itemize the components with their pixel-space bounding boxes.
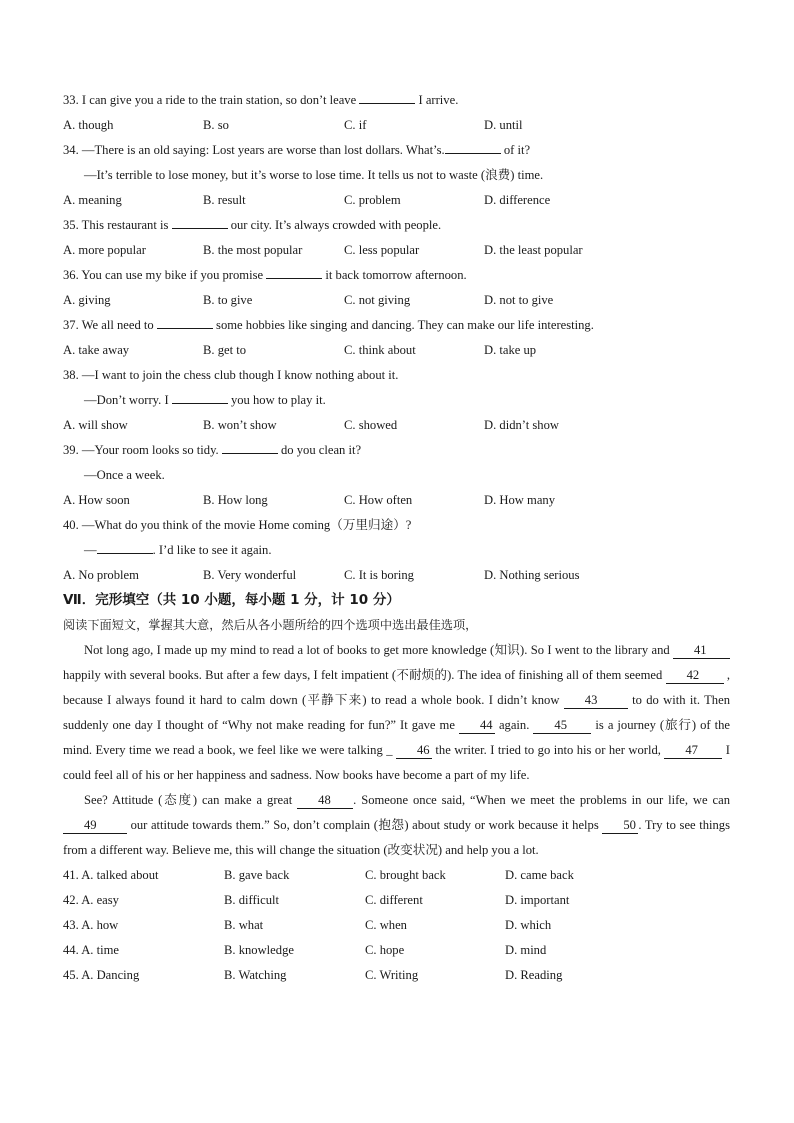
option-c[interactable]: C. showed bbox=[344, 418, 398, 432]
option-c[interactable]: C. How often bbox=[344, 493, 413, 507]
option-b[interactable]: B. difficult bbox=[224, 893, 280, 907]
option-b[interactable]: B. so bbox=[203, 118, 229, 132]
option-c[interactable]: C. problem bbox=[344, 193, 401, 207]
cloze-options-41 bbox=[63, 863, 730, 888]
answer-blank bbox=[359, 89, 415, 104]
cloze-blank-50: 50 bbox=[602, 818, 638, 834]
question-33-stem: 33. I can give you a ride to the train station, so don’t leave I arrive. bbox=[63, 88, 730, 113]
option-d[interactable]: D. which bbox=[505, 918, 552, 932]
question-39-options bbox=[63, 488, 730, 513]
option-d[interactable]: D. the least popular bbox=[484, 243, 583, 257]
cloze-blank-46: 46 bbox=[396, 743, 432, 759]
question-34-options bbox=[63, 188, 730, 213]
option-c[interactable]: C. when bbox=[365, 918, 407, 932]
question-37-options bbox=[63, 338, 730, 363]
question-38-reply: —Don’t worry. I you how to play it. bbox=[63, 388, 730, 413]
option-d[interactable]: D. mind bbox=[505, 943, 547, 957]
question-39-reply: —Once a week. bbox=[84, 468, 165, 482]
answer-blank bbox=[266, 264, 322, 279]
cloze-options-44 bbox=[63, 938, 730, 963]
option-b[interactable]: B. get to bbox=[203, 343, 247, 357]
option-c[interactable]: C. brought back bbox=[365, 868, 446, 882]
cloze-options-45 bbox=[63, 963, 730, 988]
question-36-options bbox=[63, 288, 730, 313]
answer-blank bbox=[222, 439, 278, 454]
cloze-blank-47: 47 bbox=[664, 743, 722, 759]
answer-blank bbox=[172, 389, 228, 404]
section-heading: Ⅶ．完形填空（共 10 小题，每小题 1 分，计 10 分） bbox=[63, 592, 400, 608]
question-38-stem: 38. —I want to join the chess club though I know nothing about it. bbox=[63, 368, 399, 382]
option-a[interactable]: 41. A. talked about bbox=[63, 868, 159, 882]
option-a[interactable]: 42. A. easy bbox=[63, 893, 119, 907]
answer-blank bbox=[445, 139, 501, 154]
option-d[interactable]: D. didn’t show bbox=[484, 418, 559, 432]
option-c[interactable]: C. different bbox=[365, 893, 423, 907]
option-c[interactable]: C. think about bbox=[344, 343, 416, 357]
cloze-options-43 bbox=[63, 913, 730, 938]
option-d[interactable]: D. Reading bbox=[505, 968, 563, 982]
option-b[interactable]: B. knowledge bbox=[224, 943, 294, 957]
option-d[interactable]: D. until bbox=[484, 118, 523, 132]
question-39-stem: 39. —Your room looks so tidy. do you clean it? bbox=[63, 438, 730, 463]
option-d[interactable]: D. Nothing serious bbox=[484, 568, 580, 582]
option-a[interactable]: A. take away bbox=[63, 343, 130, 357]
option-c[interactable]: C. not giving bbox=[344, 293, 411, 307]
option-c[interactable]: C. It is boring bbox=[344, 568, 414, 582]
question-37-stem: 37. We all need to some hobbies like singing and dancing. They can make our life interesting. bbox=[63, 313, 730, 338]
question-36-stem: 36. You can use my bike if you promise it back tomorrow afternoon. bbox=[63, 263, 730, 288]
option-a[interactable]: 45. A. Dancing bbox=[63, 968, 140, 982]
option-b[interactable]: B. gave back bbox=[224, 868, 290, 882]
option-d[interactable]: D. not to give bbox=[484, 293, 554, 307]
cloze-blank-41: 41 bbox=[673, 643, 730, 659]
option-b[interactable]: B. the most popular bbox=[203, 243, 303, 257]
answer-blank bbox=[157, 314, 213, 329]
option-a[interactable]: A. more popular bbox=[63, 243, 146, 257]
cloze-blank-42: 42 bbox=[666, 668, 724, 684]
option-a[interactable]: A. though bbox=[63, 118, 114, 132]
question-40-options bbox=[63, 563, 730, 588]
option-c[interactable]: C. less popular bbox=[344, 243, 420, 257]
option-a[interactable]: A. will show bbox=[63, 418, 128, 432]
option-c[interactable]: C. hope bbox=[365, 943, 405, 957]
exam-page bbox=[63, 88, 730, 988]
passage-paragraph-2: See? Attitude (态度) can make a great 48 . Someone once said, “When we meet the problems in our life, we can 49 our attitude towards them.” So, don’t complain (抱怨) about study or work because it helps 50 . Try to see things from a different way. Believe me, this will change the situation (改变状况) and help you a lot. bbox=[63, 793, 731, 857]
option-b[interactable]: B. Very wonderful bbox=[203, 568, 297, 582]
option-b[interactable]: B. Watching bbox=[224, 968, 287, 982]
option-d[interactable]: D. difference bbox=[484, 193, 551, 207]
question-35-options bbox=[63, 238, 730, 263]
option-c[interactable]: C. if bbox=[344, 118, 367, 132]
cloze-options-42 bbox=[63, 888, 730, 913]
question-40-reply: — . I’d like to see it again. bbox=[63, 538, 730, 563]
cloze-blank-44: 44 bbox=[459, 718, 495, 734]
option-a[interactable]: A. meaning bbox=[63, 193, 122, 207]
cloze-blank-43: 43 bbox=[564, 693, 628, 709]
option-a[interactable]: A. giving bbox=[63, 293, 111, 307]
option-d[interactable]: D. take up bbox=[484, 343, 537, 357]
option-a[interactable]: 44. A. time bbox=[63, 943, 119, 957]
question-38-options bbox=[63, 413, 730, 438]
passage-paragraph-1: Not long ago, I made up my mind to read a lot of books to get more knowledge (知识). So I went to the library and 41 happily with several books. But after a few days, I felt impatient (不耐烦的). The idea of finishing all of them seemed 42 , because I always found it hard to calm down (平静下来) to read a whole book. I didn’t know 43 to do with it. Then suddenly one day I thought of “Why not make reading for fun?” It gave me 44 again. 45 is a journey (旅行) of the mind. Every time we read a book, we feel like we were talking _ 46 the writer. I tried to go into his or her world, 47 I could feel all of his or her happiness and sadness. Now books have become a part of my life. bbox=[63, 643, 731, 782]
cloze-blank-49: 49 bbox=[63, 818, 127, 834]
question-40-stem: 40. —What do you think of the movie Home coming（万里归途）? bbox=[63, 518, 412, 532]
option-b[interactable]: B. won’t show bbox=[203, 418, 277, 432]
cloze-blank-45: 45 bbox=[533, 718, 591, 734]
option-c[interactable]: C. Writing bbox=[365, 968, 419, 982]
option-d[interactable]: D. How many bbox=[484, 493, 556, 507]
question-34-stem: 34. —There is an old saying: Lost years are worse than lost dollars. What’s. of it? bbox=[63, 138, 730, 163]
option-d[interactable]: D. important bbox=[505, 893, 570, 907]
question-34-reply: —It’s terrible to lose money, but it’s worse to lose time. It tells us not to waste (浪费) time. bbox=[84, 168, 544, 182]
cloze-blank-48: 48 bbox=[297, 793, 353, 809]
cloze-passage bbox=[63, 638, 730, 863]
answer-blank bbox=[97, 539, 153, 554]
question-33-options bbox=[63, 113, 730, 138]
option-b[interactable]: B. result bbox=[203, 193, 246, 207]
option-a[interactable]: 43. A. how bbox=[63, 918, 119, 932]
option-b[interactable]: B. to give bbox=[203, 293, 253, 307]
question-35-stem: 35. This restaurant is our city. It’s always crowded with people. bbox=[63, 213, 730, 238]
option-b[interactable]: B. what bbox=[224, 918, 264, 932]
option-d[interactable]: D. came back bbox=[505, 868, 574, 882]
option-a[interactable]: A. How soon bbox=[63, 493, 130, 507]
option-a[interactable]: A. No problem bbox=[63, 568, 139, 582]
answer-blank bbox=[172, 214, 228, 229]
section-instruction: 阅读下面短文，掌握其大意，然后从各小题所给的四个选项中选出最佳选项， bbox=[63, 618, 478, 632]
option-b[interactable]: B. How long bbox=[203, 493, 268, 507]
